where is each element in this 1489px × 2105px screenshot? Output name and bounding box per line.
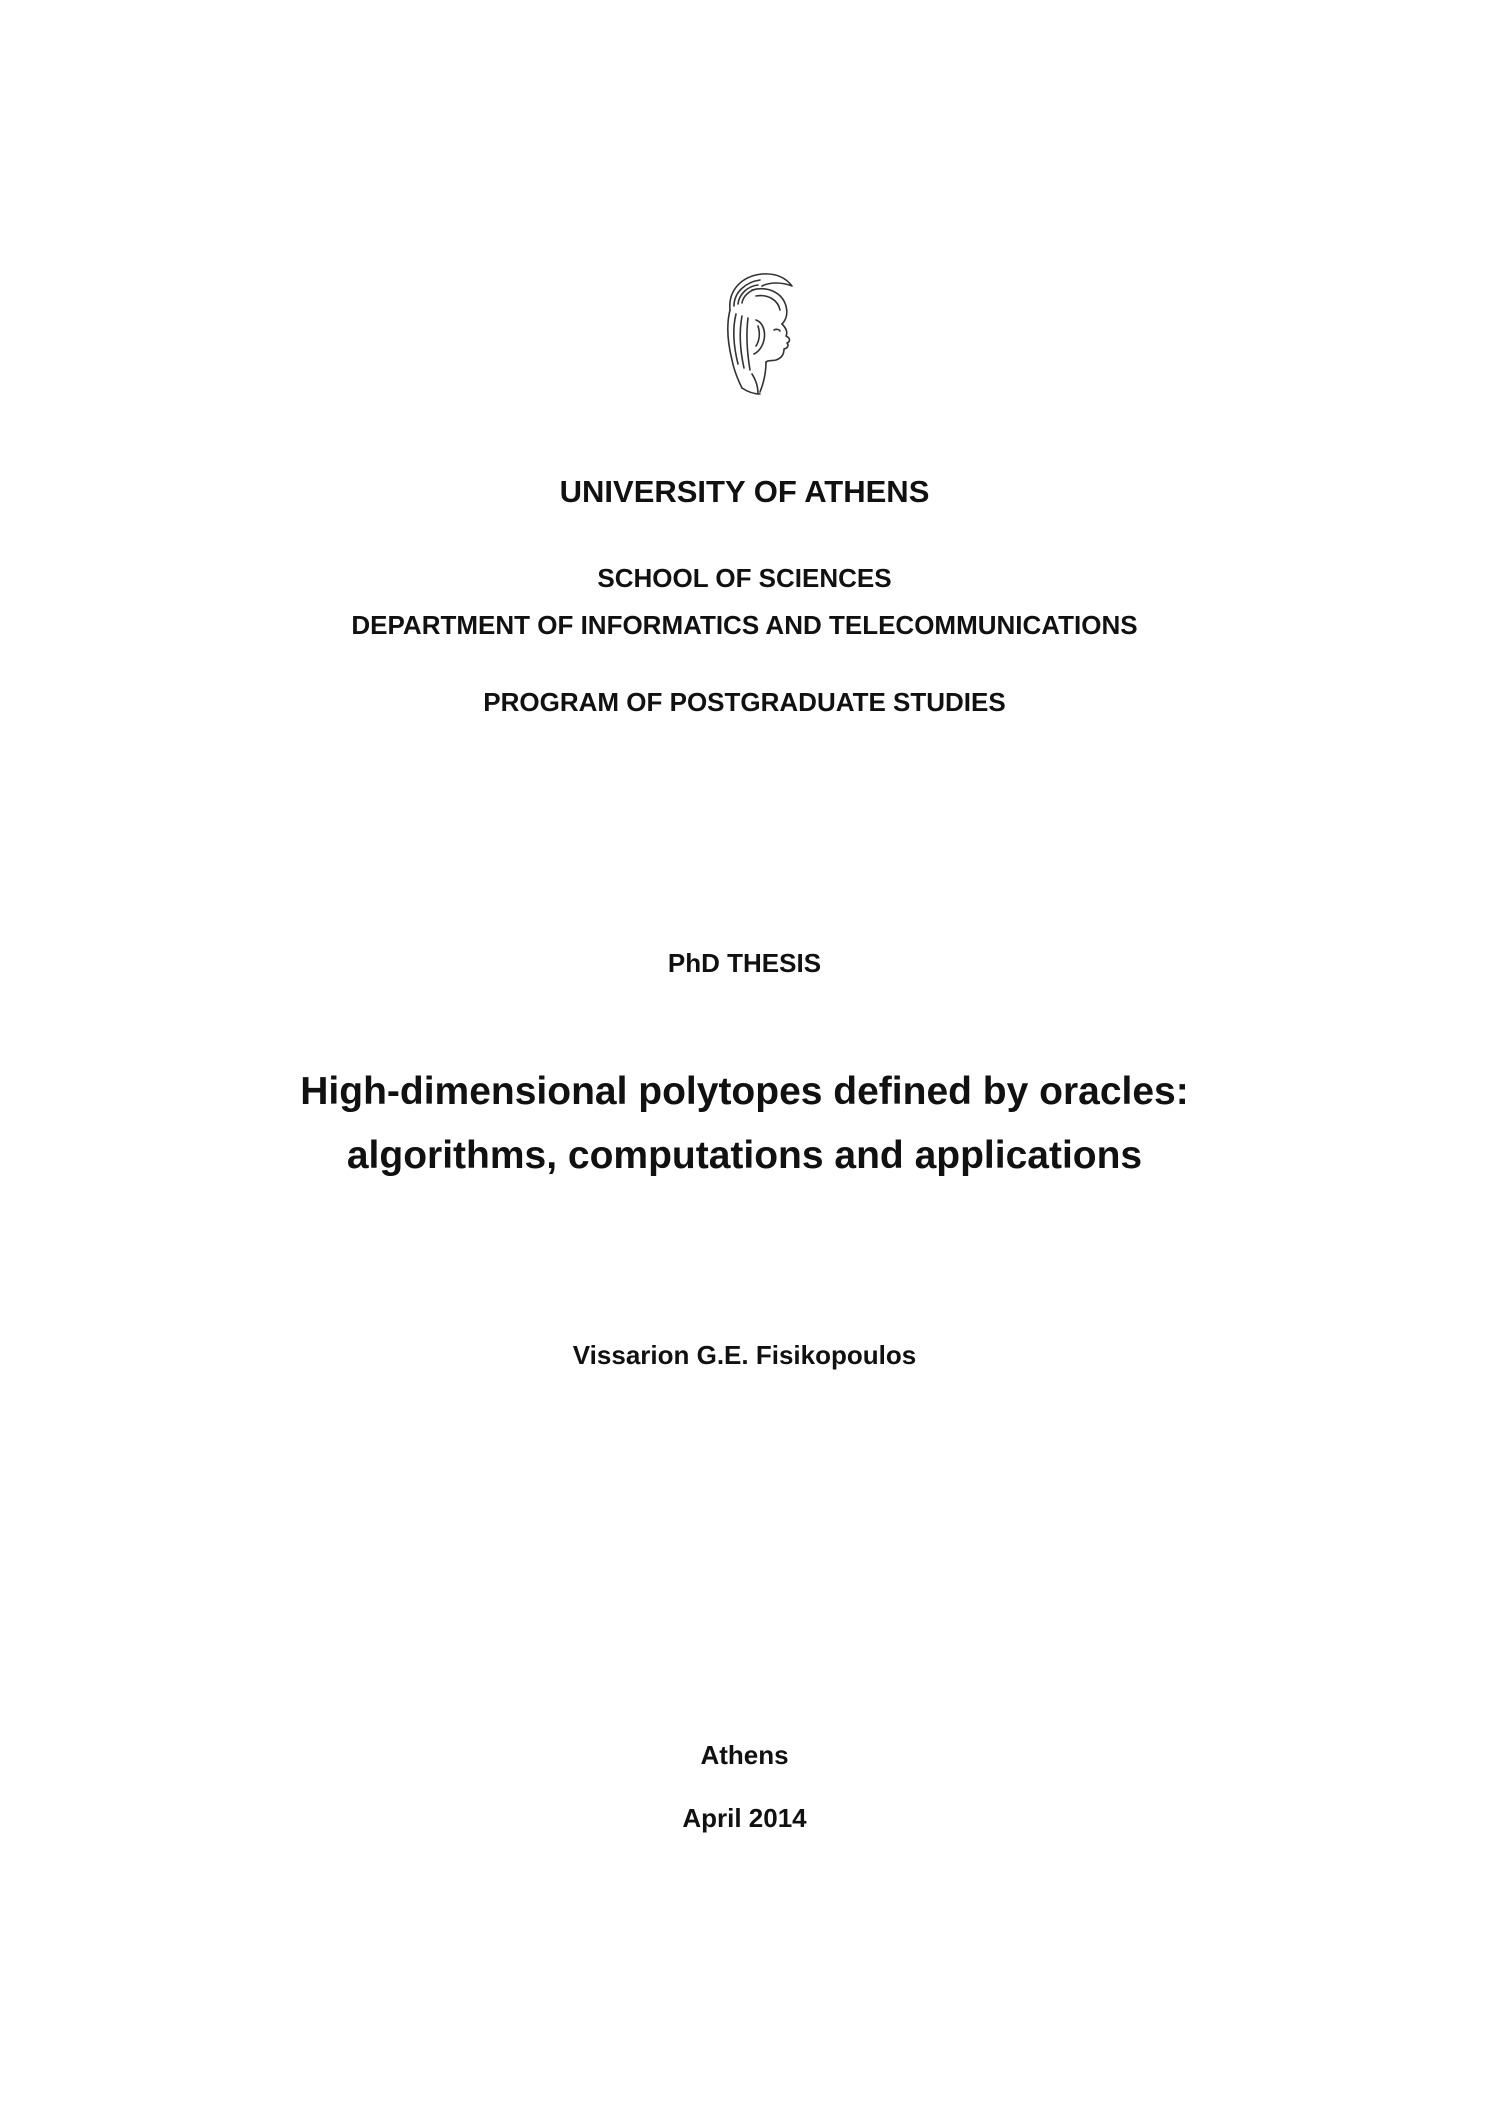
athena-head-emblem-icon <box>712 270 802 400</box>
program-name: PROGRAM OF POSTGRADUATE STUDIES <box>483 687 1006 717</box>
thesis-title-line-1: High-dimensional polytopes defined by oracles: <box>300 1070 1189 1113</box>
thesis-title-line-2: algorithms, computations and applications <box>346 1134 1143 1177</box>
city: Athens <box>700 1740 789 1770</box>
date: April 2014 <box>682 1803 807 1833</box>
thesis-type: PhD THESIS <box>667 948 822 978</box>
school-name: SCHOOL OF SCIENCES <box>597 563 892 593</box>
department-name: DEPARTMENT OF INFORMATICS AND TELECOMMUNICATIONS <box>351 610 1138 640</box>
author-name: Vissarion G.E. Fisikopoulos <box>572 1340 917 1370</box>
university-name: UNIVERSITY OF ATHENS <box>559 474 930 509</box>
